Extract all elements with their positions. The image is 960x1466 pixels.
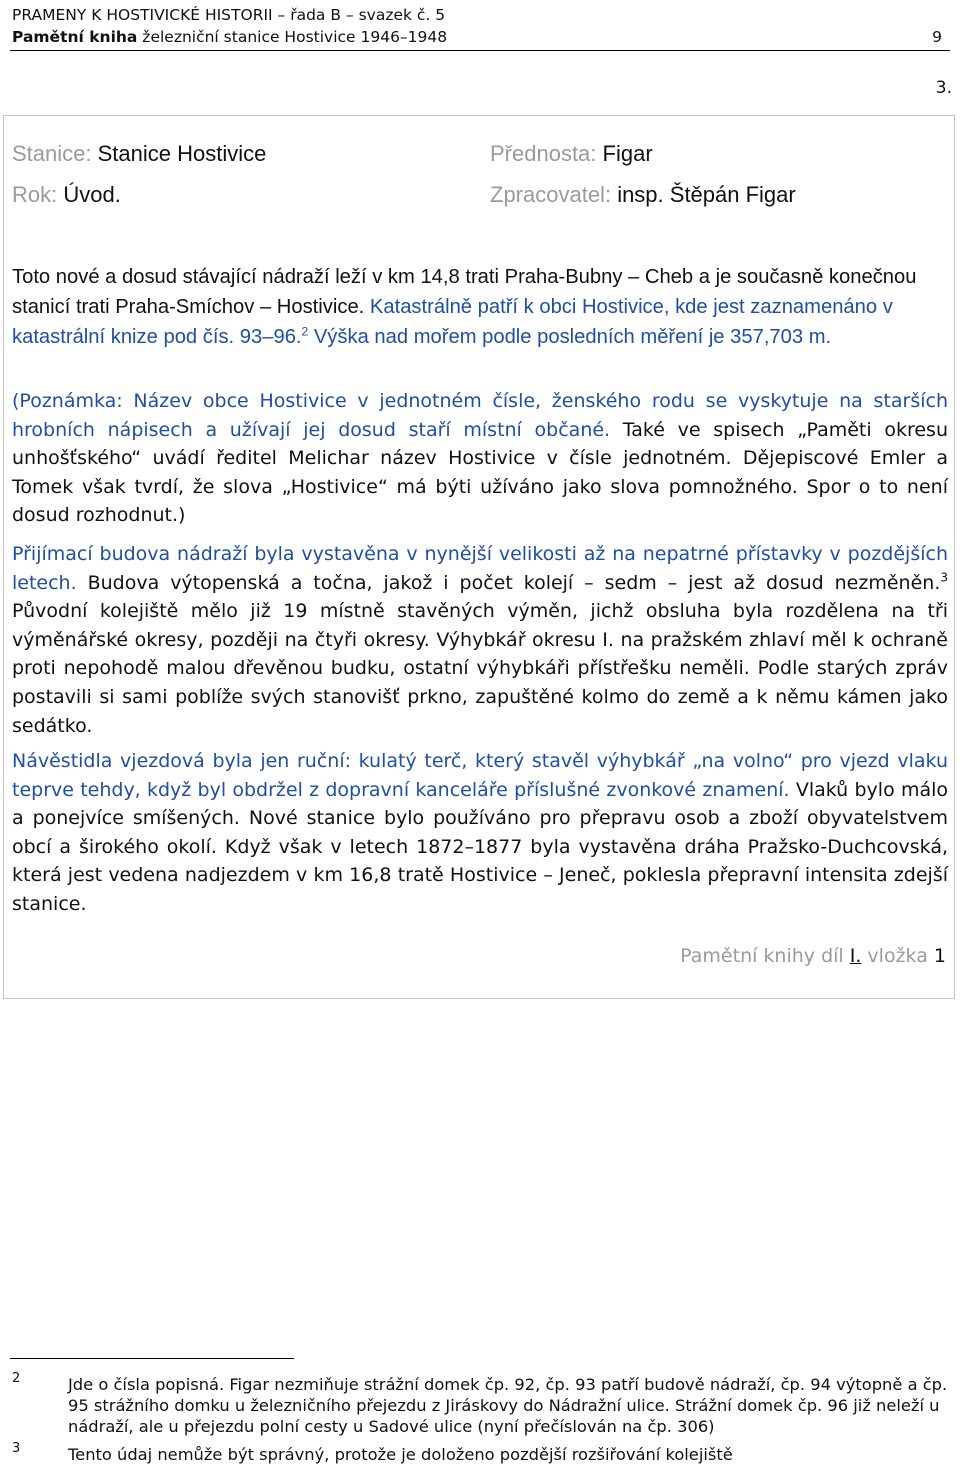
paragraph-1-c: Výška nad mořem podle posledních měření je 357,703 m. bbox=[308, 326, 832, 348]
source-label-2: vložka bbox=[861, 945, 934, 967]
paragraph-4-b: Vlaků bylo málo a ponejvíce smíšených. Nové stanice bylo používáno pro přepravu osob a zboží obyvatelstvem obcí a širokého okolí. Když však v letech 1872–1877 byla vystavěna dráha Pražsko-Duchcovská, která jest vedena nadjezdem v km 16,8 tratě Hostivice – Jeneč, poklesla přepravní intensita zdejší stanice. bbox=[12, 778, 948, 915]
series-line: PRAMENY K HOSTIVICKÉ HISTORII – řada B – svazek č. 5 bbox=[12, 6, 446, 24]
book-title-bold: Pamětní kniha bbox=[12, 28, 138, 46]
editor-label: Zpracovatel: bbox=[490, 182, 612, 207]
footnote-3 bbox=[12, 1441, 952, 1465]
page-number: 9 bbox=[932, 28, 942, 46]
year-value: Úvod. bbox=[63, 182, 121, 207]
footnote-2-number: 2 bbox=[12, 1371, 21, 1386]
footnote-ref-2[interactable]: 2 bbox=[301, 324, 309, 339]
paragraph-1-a: Toto nové a dosud stávající nádraží leží v km 14,8 trati Praha-Bubny – Cheb a je současně konečnou stanicí trati Praha-Smíchov – Hostivice. bbox=[12, 266, 917, 318]
footnote-2-text: Jde o čísla popisná. Figar nezmiňuje strážní domek čp. 92, čp. 93 patří budově nádraží, čp. 94 výtopně a čp. 95 strážního domku u železničního přejezdu z Jiráskovy do Nádražní ulice. Strážní domek čp. 96 již neleží u nádraží, ale u přejezdu polní cesty u Sadové ulice (nyní přečíslován na čp. 306) bbox=[68, 1375, 948, 1436]
editor-value: insp. Štěpán Figar bbox=[617, 182, 796, 207]
paragraph-1-b: Katastrálně patří k obci Hostivice, kde jest zaznamenáno v katastrální knize pod čís. 93–96. bbox=[12, 296, 893, 348]
paragraph-4-a: Návěstidla vjezdová byla jen ruční: kulatý terč, který stavěl výhybkář „na volno“ pro vjezd vlaku teprve tehdy, když byl obdržel z dopravní kanceláře příslušné zvonkové znamení. bbox=[12, 750, 948, 801]
footnote-rule bbox=[10, 1358, 294, 1359]
footnote-2 bbox=[12, 1371, 952, 1437]
station-label: Stanice: bbox=[12, 141, 92, 166]
paragraph-1 bbox=[12, 262, 948, 352]
header-rule bbox=[10, 50, 950, 51]
source-label: Pamětní knihy díl bbox=[680, 945, 850, 967]
footnote-ref-3[interactable]: 3 bbox=[940, 570, 948, 585]
chief-field bbox=[490, 141, 653, 167]
paragraph-3-a: Přijímací budova nádraží byla vystavěna v nynější velikosti až na nepatrné přístavky v pozdějších letech. bbox=[12, 543, 948, 594]
year-field bbox=[12, 182, 121, 208]
source-reference bbox=[680, 945, 946, 967]
paragraph-3-b: Budova výtopenská a točna, jakož i počet kolejí – sedm – jest až dosud nezměněn. bbox=[76, 571, 941, 594]
paragraph-2-a: (Poznámka: Název obce Hostivice v jednotném čísle, ženského rodu se vyskytuje na starších hrobních nápisech a užívají jej dosud staří místní občané. bbox=[12, 390, 948, 441]
paragraph-3 bbox=[12, 540, 948, 740]
year-label: Rok: bbox=[12, 182, 58, 207]
editor-field bbox=[490, 182, 796, 208]
page-header bbox=[12, 4, 948, 48]
paragraph-3-c: Původní kolejiště mělo již 19 místně stavěných výměn, jichž obsluha byla rozdělena na tři výměnářské okresy, později na čtyři okresy. Výhybkář okresu I. na pražském zhlaví měl k ochraně proti nepohodě malou dřevěnou budku, ostatní výhybkáři přístřešku neměli. Podle starých zpráv postavili si sami poblíže svých stanovišť prkno, zapuštěné kolmo do země a k němu kámen jako sedátko. bbox=[12, 600, 948, 737]
chief-value: Figar bbox=[602, 141, 653, 166]
paragraph-4 bbox=[12, 747, 948, 919]
footnote-3-number: 3 bbox=[12, 1441, 21, 1456]
chief-label: Přednosta: bbox=[490, 141, 597, 166]
station-value: Stanice Hostivice bbox=[97, 141, 267, 166]
source-insert: 1 bbox=[933, 945, 946, 967]
book-title-rest: železniční stanice Hostivice 1946–1948 bbox=[137, 28, 448, 46]
footnote-3-text: Tento údaj nemůže být správný, protože je doloženo pozdější rozšiřování kolejiště bbox=[68, 1445, 733, 1464]
book-title bbox=[12, 26, 447, 48]
paragraph-2-b: Také ve spisech „Paměti okresu unhošťského“ uvádí ředitel Melichar název Hostivice v čísle jednotném. Dějepiscové Emler a Tomek však tvrdí, že slova „Hostivice“ má býti užíváno jako slova pomnožného. Spor o to není dosud rozhodnut.) bbox=[12, 418, 948, 527]
paragraph-2 bbox=[12, 387, 948, 530]
station-field bbox=[12, 141, 266, 167]
entry-number: 3. bbox=[935, 78, 952, 98]
source-part: I. bbox=[849, 945, 862, 967]
